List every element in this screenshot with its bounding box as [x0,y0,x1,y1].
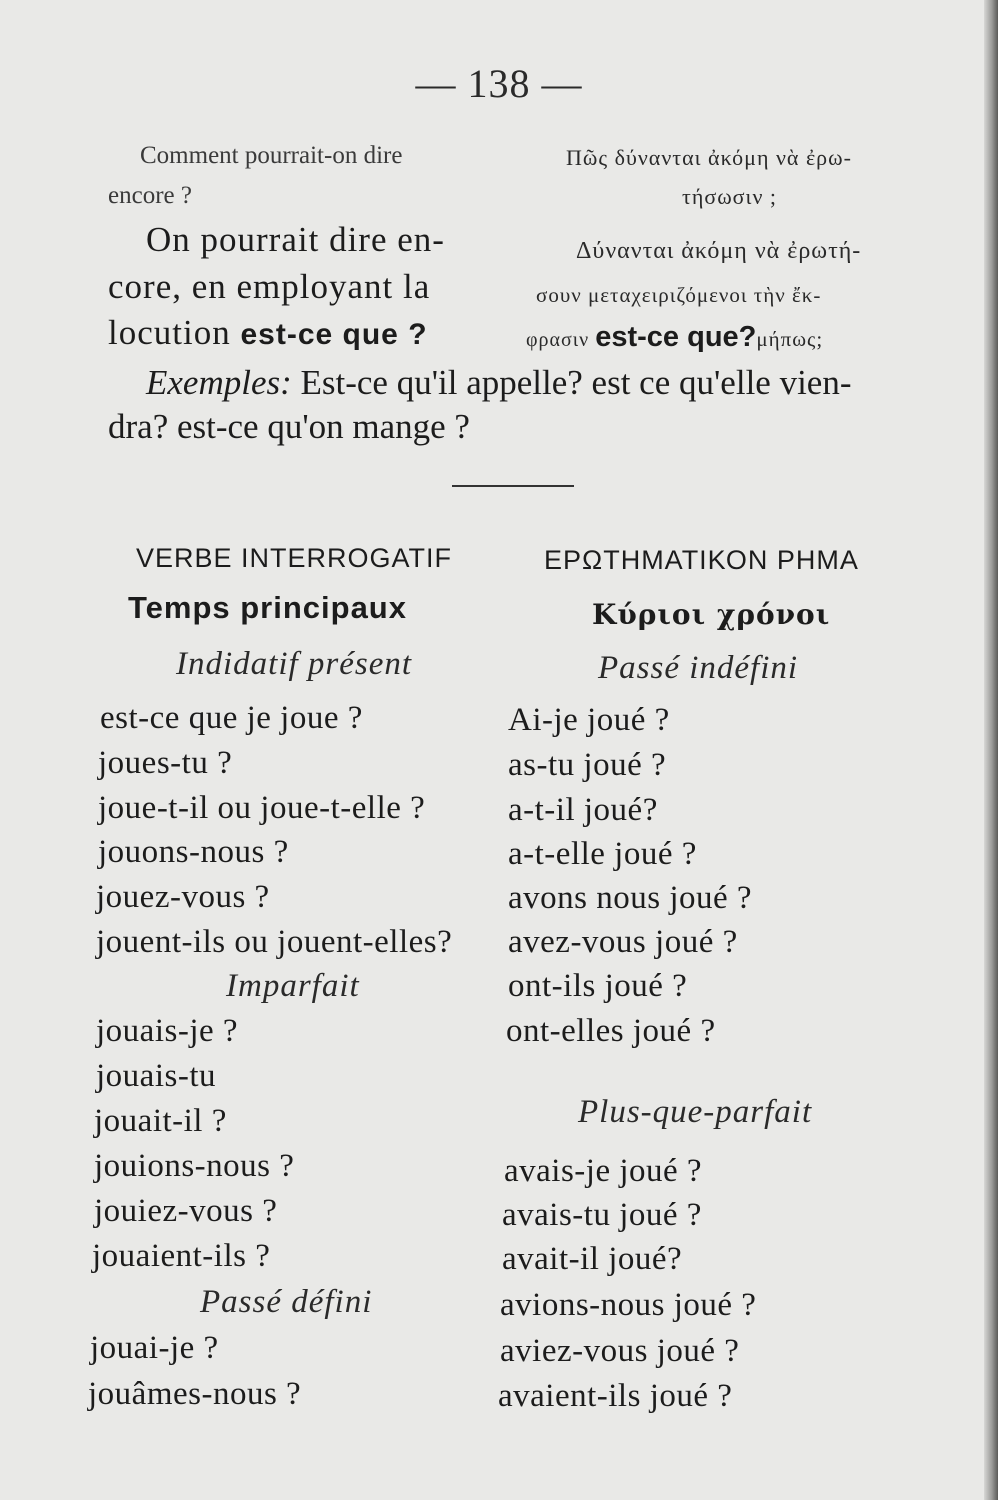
answer-fr-locution: locution [108,313,241,352]
question-fr-line-1: Comment pourrait-on dire [140,142,403,169]
passe-indefini-line-6: avez-vous joué ? [508,924,738,960]
answer-fr-line-3 [108,313,428,353]
answer-fr-bold: est-ce que ? [240,318,428,351]
section-divider [452,485,574,487]
tense-title-passe-defini: Passé défini [200,1284,373,1320]
imparfait-line-1: jouais-je ? [96,1013,239,1049]
passe-indefini-line-5: avons nous joué ? [508,880,753,916]
pqp-line-3: avait-il joué? [502,1241,683,1277]
examples-text-1: Est-ce qu'il appelle? est ce qu'elle vien- [291,363,852,402]
examples-line-1 [146,363,852,403]
page-number: — 138 — [415,61,583,106]
answer-gr-line-2: σουν μεταχειριζόμενοι τὴν ἔκ- [536,283,822,307]
pqp-line-6: avaient-ils joué ? [498,1378,733,1414]
passe-defini-line-2: jouâmes-nous ? [88,1376,302,1412]
pqp-line-5: aviez-vous joué ? [500,1333,740,1369]
question-fr-line-2: encore ? [108,182,192,209]
imparfait-line-6: jouaient-ils ? [92,1238,271,1274]
passe-indefini-line-1: Ai-je joué ? [508,702,670,738]
tense-title-passe-indefini: Passé indéfini [598,650,799,686]
question-gr-line-1: Πῶς δύνανται ἀκόμη νὰ ἐρω- [566,145,852,170]
page-edge-shadow [984,0,998,1500]
answer-fr-line-1: On pourrait dire en- [146,220,445,259]
examples-label: Exemples: [146,363,292,402]
passe-defini-line-1: jouai-je ? [90,1330,219,1366]
passe-indefini-line-2: as-tu joué ? [508,747,667,783]
present-line-2: joues-tu ? [98,745,233,781]
passe-indefini-line-4: a-t-elle joué ? [508,836,697,872]
imparfait-line-2: jouais-tu [96,1058,216,1094]
answer-gr-bold: est-ce que? [595,321,757,353]
passe-indefini-line-8: ont-elles joué ? [506,1013,716,1049]
present-line-6: jouent-ils ou jouent-elles? [96,924,453,960]
present-line-3: joue-t-il ou joue-t-elle ? [98,790,426,826]
pqp-line-2: avais-tu joué ? [502,1197,702,1233]
passe-indefini-line-3: a-t-il joué? [508,792,658,828]
left-title: VERBE INTERROGATIF [136,543,453,573]
answer-fr-line-2: core, en employant la [108,267,431,306]
pqp-line-1: avais-je joué ? [504,1153,703,1189]
imparfait-line-5: jouiez-vous ? [94,1193,278,1229]
present-line-1: est-ce que je joue ? [100,700,363,736]
examples-line-2: dra? est-ce qu'on mange ? [108,407,470,446]
left-subtitle: Temps principaux [128,590,407,625]
pqp-line-4: avions-nous joué ? [500,1287,757,1323]
present-line-4: jouons-nous ? [98,834,289,870]
answer-gr-line-1: Δύνανται ἀκόμη νὰ ἐρωτή- [576,238,862,264]
question-gr-line-2: τήσωσιν ; [682,184,778,209]
passe-indefini-line-7: ont-ils joué ? [508,968,688,1004]
imparfait-line-4: jouions-nous ? [94,1148,295,1184]
answer-gr-tail: μήπως; [756,327,824,351]
answer-gr-line-3 [526,321,823,354]
tense-title-plus-que-parfait: Plus-que-parfait [578,1094,813,1130]
tense-title-imparfait: Imparfait [226,968,360,1004]
imparfait-line-3: jouait-il ? [94,1103,227,1139]
answer-gr-fraseis: φρασιν [526,329,596,351]
right-subtitle: Κύριοι χρόνοι [592,598,831,631]
present-line-5: jouez-vous ? [96,879,270,915]
right-title: ΕΡΩΤΗΜΑΤΙΚΟΝ ΡΗΜΑ [544,545,859,575]
tense-title-present: Indidatif présent [176,646,413,682]
